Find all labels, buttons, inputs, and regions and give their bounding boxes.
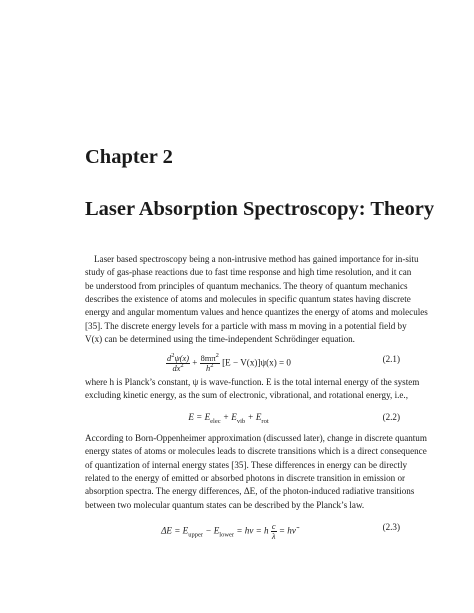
eq-sub: lower [219,531,235,539]
eq-text: + E [245,412,262,422]
equation-number: (2.3) [382,522,400,532]
equation-energy-sum [85,412,400,432]
eq-text: 8mπ [200,354,216,363]
text-line: [35]. The discrete energy levels for a particle with mass m moving in a potential field by [85,320,407,331]
paragraph-born-oppenheimer [85,432,427,512]
eq-text: E = E [188,412,211,422]
eq-text: c [271,522,276,531]
eq-sub: vib [236,417,246,425]
fraction-8mpi2-h2: $\frac{8m\pi^2}{h^2}$ [200,352,219,373]
text-line: where h is Planck’s constant, ψ is wave-function. E is the total internal energy of the system [85,377,420,387]
text-line: describes the existence of atoms and molecules in specific quantum states having discrete [85,294,411,305]
eq-sub: upper [188,531,204,539]
text-line: of quantization of internal energy states [35]. These differences in energy can be directly [85,459,408,470]
eq-text: d [167,354,172,363]
equation-number: (2.1) [382,354,400,364]
text-line: According to Born-Oppenheimer approximation (discussed later), change in discrete quantum [85,433,427,443]
equation-schrodinger: $\frac{d^2\psi(x)}{dx^2}$ + $\frac{8m\pi^2}{h^2}$ [E − V(x)]ψ(x) = 0 (2.1) [167,352,400,373]
text-line: Laser based spectroscopy being a non-intrusive method has gained importance for in-situ [94,254,419,264]
eq-text: dx [172,364,181,373]
paragraph-definitions [85,376,420,403]
text-line: between two molecular quantum states can be described by the Planck’s law. [85,499,365,510]
equation-planck-law [85,522,400,542]
eq-text: + E [220,412,237,422]
eq-text: − E [203,525,220,536]
text-line: excluding kinetic energy, as the sum of electronic, vibrational, and rotational energy, i.e., [85,390,408,401]
equation-number: (2.2) [382,412,400,422]
eq-text: = hν̃ [276,525,296,536]
eq-text: [E − V(x)]ψ(x) = 0 [222,357,291,368]
eq-text: λ [271,532,276,541]
text-line: related to the energy of emitted or absorbed photons in discrete transition in emission or [85,473,406,484]
text-line: V(x) can be determined using the time-independent Schrödinger equation. [85,334,355,345]
eq-text: h [206,364,211,373]
text-line: study of gas-phase reactions due to fast time response and high time resolution, and it can [85,267,412,278]
eq-text: ψ(x) [174,354,189,363]
eq-sub: elec [210,417,221,425]
text-line: energy states of atoms or molecules leads to discrete transitions which is a direct consequence [85,446,427,457]
eq-text: ΔE = E [161,525,189,536]
text-line: be understood from principles of quantum mechanics. The theory of quantum mechanics [85,280,408,291]
eq-sub: rot [261,417,269,425]
text-line: absorption spectra. The energy differences, ΔE, of the photon-induced radiative transitions [85,486,415,497]
paragraph-intro [85,253,428,346]
chapter-number: Chapter 2 [85,146,173,168]
chapter-title: Laser Absorption Spectroscopy: Theory [85,198,435,220]
fraction-d2psi-dx2: $\frac{d^2\psi(x)}{dx^2}$ [167,352,189,373]
text-line: energy and angular momentum values and hence quantizes the energy of atoms and molecules [85,307,428,318]
eq-text: = hν = h [234,525,269,536]
